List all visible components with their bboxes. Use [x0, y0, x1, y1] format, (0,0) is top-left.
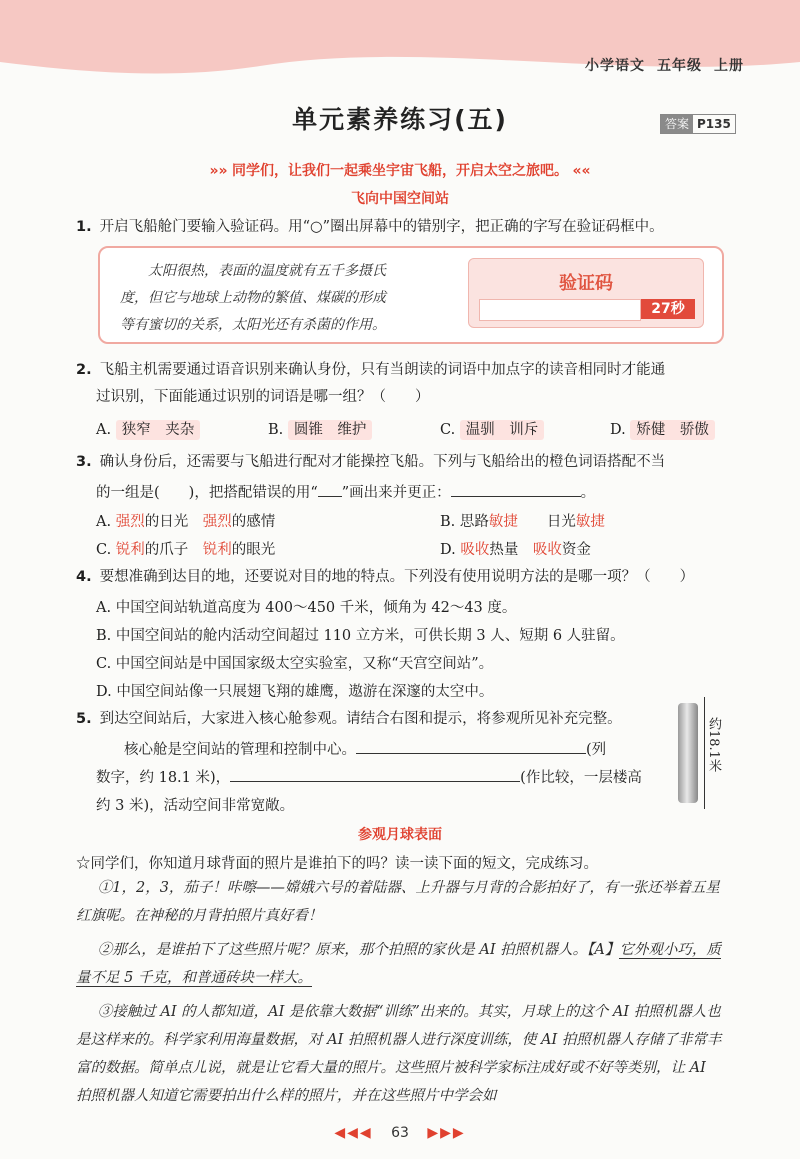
reading-intro: ☆同学们，你知道月球背面的照片是谁拍下的吗？读一读下面的短文，完成练习。 — [76, 856, 598, 872]
q2-option-a[interactable]: A. 狭窄 夹杂 — [96, 418, 200, 439]
q4-number: 4. — [76, 569, 92, 585]
section-title-2: 参观月球表面 — [358, 827, 442, 843]
answer-label: 答案 — [661, 115, 693, 133]
q3-answer-blank[interactable] — [451, 482, 581, 497]
q5-blank-1[interactable] — [356, 739, 586, 754]
q3-line-2: 的一组是( )，把搭配错误的用“ ”画出来并更正： 。 — [96, 481, 595, 502]
q5-line-2: 数字，约 18.1 米)， (作比较，一层楼高 — [96, 766, 642, 787]
answer-reference — [660, 114, 736, 134]
section-title-1: 飞向中国空间站 — [351, 191, 449, 207]
intro-line — [0, 160, 800, 180]
q5-text: 到达空间站后，大家进入核心舱参观。请结合右图和提示，将参观所见补充完整。 — [99, 711, 622, 727]
q3-option-b[interactable]: B. 思路敏捷 日光敏捷 — [440, 514, 605, 530]
q5-line-3: 约 3 米)，活动空间非常宽敞。 — [96, 798, 295, 814]
page-footer — [0, 1125, 800, 1141]
page-title: 单元素养练习(五) — [292, 105, 508, 134]
page-number: 63 — [391, 1125, 409, 1141]
q2-option-b[interactable]: B. 圆锥 维护 — [268, 418, 372, 439]
passage-line-3: 等有蜜切的关系，太阳光还有杀菌的作用。 — [120, 317, 386, 333]
next-arrows-icon: ▶▶▶ — [427, 1125, 466, 1141]
q2-option-c[interactable]: C. 温驯 训斥 — [440, 418, 544, 439]
q4-option-d[interactable]: D. 中国空间站像一只展翅飞翔的雄鹰，遨游在深邃的太空中。 — [96, 684, 494, 700]
question-4 — [76, 567, 694, 587]
q5-line-1: 核心舱是空间站的管理和控制中心。 (列 — [124, 738, 606, 759]
countdown-timer: 27秒 — [641, 299, 695, 319]
q3-option-d[interactable]: D. 吸收热量 吸收资金 — [440, 542, 591, 558]
q2-option-c-words: 温驯 训斥 — [460, 420, 545, 440]
q2-option-b-words: 圆锥 维护 — [288, 420, 373, 440]
paragraph-2-underlined: 它外观小巧，质量不足 5 千克，和普通砖块一样大。 — [76, 942, 721, 986]
subject: 小学语文 — [585, 58, 645, 74]
q3-line-1: 确认身份后，还需要与飞船进行配对才能操控飞船。下列与飞船给出的橙色词语搭配不当 — [99, 454, 666, 470]
book-series — [573, 55, 744, 75]
prev-arrows-icon: ◀◀◀ — [334, 1125, 373, 1141]
dimension-line — [704, 697, 705, 809]
intro-arrows-right-icon: «« — [572, 163, 591, 179]
q2-option-d-words: 矫健 骄傲 — [630, 420, 715, 440]
q4-option-a[interactable]: A. 中国空间站轨道高度为 400～450 千米，倾角为 42～43 度。 — [96, 600, 517, 616]
q3-option-c[interactable]: C. 锐利的爪子 锐利的眼光 — [96, 542, 276, 558]
paragraph-2-text: ②那么，是谁拍下了这些照片呢？原来，那个拍照的家伙是 AI 拍照机器人。【A】 — [97, 942, 620, 958]
q2-line-1: 飞船主机需要通过语音识别来确认身份，只有当朗读的词语中加点字的读音相同时才能通 — [99, 362, 666, 378]
q2-option-a-words: 狭窄 夹杂 — [116, 420, 201, 440]
question-2 — [76, 360, 665, 380]
core-module-figure — [674, 697, 722, 809]
q1-number: 1. — [76, 219, 92, 235]
verification-code-panel — [468, 258, 704, 328]
question-1 — [76, 217, 664, 237]
answer-page: P135 — [697, 117, 731, 131]
core-module-image — [678, 703, 698, 803]
screen-passage — [120, 258, 440, 339]
passage-line-2: 度，但它与地球上动物的繁值、煤碳的形成 — [120, 290, 386, 306]
q4-option-c[interactable]: C. 中国空间站是中国国家级太空实验室，又称“天宫空间站”。 — [96, 656, 494, 672]
verification-code-title: 验证码 — [559, 273, 613, 294]
passage-line-1: 太阳很热，表面的温度就有五千多摄氏 — [148, 263, 386, 279]
q4-option-b[interactable]: B. 中国空间站的舱内活动空间超过 110 立方米，可供长期 3 人、短期 6 人驻留。 — [96, 628, 625, 644]
q1-text: 开启飞船舱门要输入验证码。用“○”圈出屏幕中的错别字，把正确的字写在验证码框中。 — [99, 219, 664, 235]
intro-text: 同学们，让我们一起乘坐宇宙飞船，开启太空之旅吧。 — [232, 163, 568, 179]
q5-blank-2[interactable] — [230, 767, 520, 782]
paragraph-3: ③接触过 AI 的人都知道，AI 是依靠大数据“训练”出来的。其实，月球上的这个 AI 拍照机器人也是这样来的。科学家利用海量数据，对 AI 拍照机器人进行深度训练，使 AI 拍照机器人存储了非常丰富的数据。简单点儿说，就是让它看大量的照片。这些照片被科学家标注成好或不好等类别，让 AI 拍照机器人知道它需要拍出什么样的照片，并在这些照片中学会如 — [76, 1004, 722, 1104]
q3-option-a[interactable]: A. 强烈的日光 强烈的感情 — [96, 514, 276, 530]
q3-mark-sample — [318, 482, 342, 497]
q3-number: 3. — [76, 454, 92, 470]
volume: 上册 — [714, 58, 744, 74]
q2-number: 2. — [76, 362, 92, 378]
q4-text: 要想准确到达目的地，还要说对目的地的特点。下列没有使用说明方法的是哪一项？（ ） — [99, 569, 695, 585]
question-5 — [76, 709, 622, 729]
q2-option-d[interactable]: D. 矫健 骄傲 — [610, 418, 715, 439]
core-module-length-label: 约18.1米 — [706, 717, 721, 772]
intro-arrows-left-icon: »» — [209, 163, 228, 179]
grade: 五年级 — [657, 58, 702, 74]
paragraph-2 — [76, 936, 722, 992]
q2-line-2: 过识别，下面能通过识别的词语是哪一组？（ ） — [96, 389, 430, 405]
q5-number: 5. — [76, 711, 92, 727]
paragraph-1: ①1，2，3，茄子！咔嚓——嫦娥六号的着陆器、上升器与月背的合影拍好了，有一张还举着五星红旗呢。在神秘的月背拍照片真好看！ — [76, 880, 720, 924]
verification-code-input[interactable] — [479, 299, 641, 321]
question-3 — [76, 452, 665, 472]
